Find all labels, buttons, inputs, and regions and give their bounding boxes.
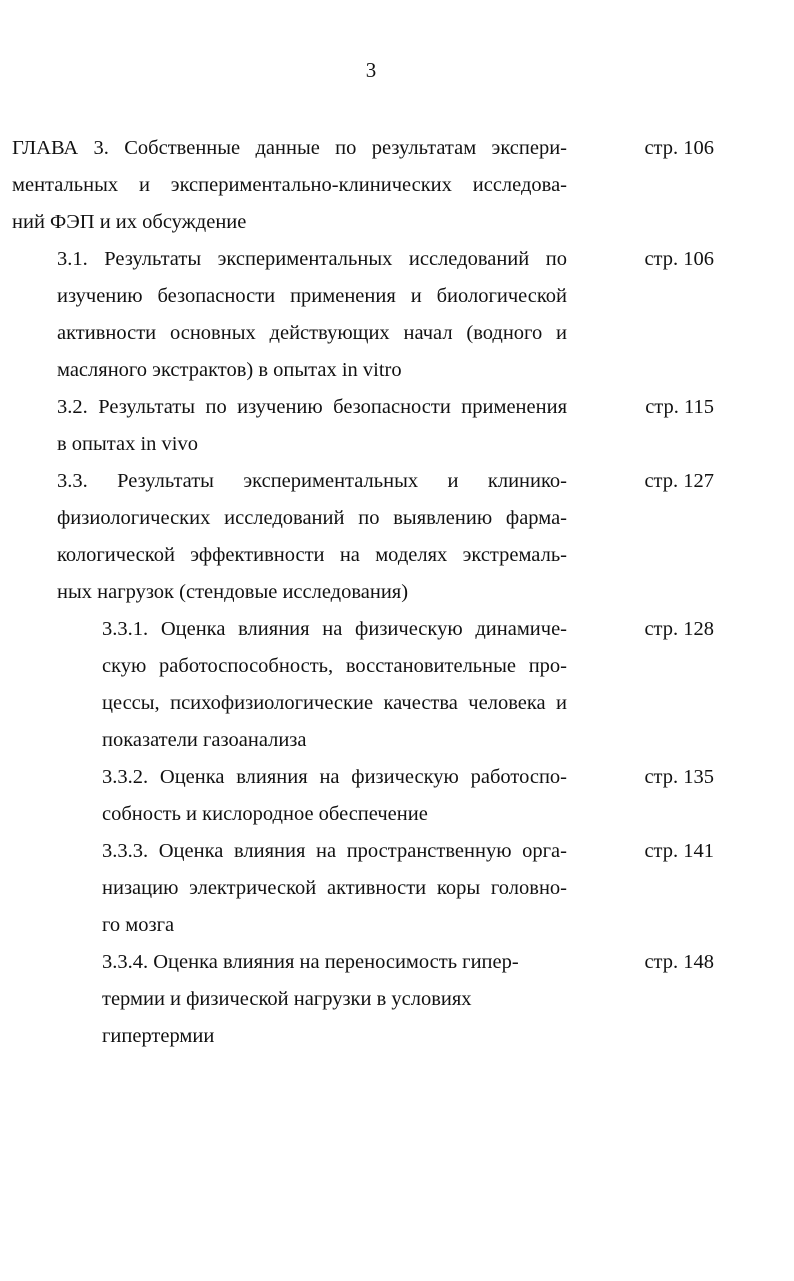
toc-line: ГЛАВА 3. Собственные данные по результатам экспери- [12,137,567,159]
toc-page-ref: стр. 106 [644,137,714,159]
toc-entry-3-1[interactable] [12,241,734,389]
toc-entry-3-3-4[interactable] [12,944,734,1055]
table-of-contents [12,130,734,1055]
toc-line: кологической эффективности на моделях экстремаль- [57,544,567,566]
toc-line: гипертермии [102,1025,215,1047]
toc-line: масляного экстрактов) в опытах in vitro [57,359,402,381]
toc-line: 3.3.3. Оценка влияния на пространственную орга- [102,840,567,862]
toc-line: 3.2. Результаты по изучению безопасности применения [57,396,567,418]
toc-page-ref: стр. 115 [645,396,714,418]
toc-entry-chapter-3[interactable] [12,130,734,241]
toc-page-ref: стр. 135 [644,766,714,788]
toc-page-ref: стр. 141 [644,840,714,862]
toc-page-ref: стр. 148 [644,951,714,973]
toc-entry-text [57,389,567,463]
toc-line: физиологических исследований по выявлению фарма- [57,507,567,529]
toc-line: изучению безопасности применения и биологической [57,285,567,307]
toc-line: ний ФЭП и их обсуждение [12,211,247,233]
toc-entry-text [102,944,567,1055]
toc-line: ных нагрузок (стендовые исследования) [57,581,409,603]
toc-line: собность и кислородное обеспечение [102,803,428,825]
toc-entry-text [102,759,567,833]
toc-entry-text [12,130,567,241]
toc-entry-3-3[interactable] [12,463,734,611]
toc-line: 3.1. Результаты экспериментальных исследований по [57,248,567,270]
toc-entry-3-3-3[interactable] [12,833,734,944]
toc-entry-text [102,833,567,944]
toc-entry-3-2[interactable] [12,389,734,463]
toc-entry-3-3-2[interactable] [12,759,734,833]
toc-line: термии и физической нагрузки в условиях [102,988,472,1010]
toc-line: цессы, психофизиологические качества человека и [102,692,567,714]
toc-entry-text [57,241,567,389]
toc-line: скую работоспособность, восстановительные про- [102,655,567,677]
page-number: 3 [365,58,377,82]
toc-line: 3.3.2. Оценка влияния на физическую работоспо- [102,766,567,788]
toc-entry-3-3-1[interactable] [12,611,734,759]
toc-line: ментальных и экспериментально-клинических исследова- [12,174,567,196]
toc-line: 3.3.1. Оценка влияния на физическую динамиче- [102,618,567,640]
toc-page-ref: стр. 106 [644,248,714,270]
toc-line: показатели газоанализа [102,729,307,751]
toc-line: 3.3. Результаты экспериментальных и клинико- [57,470,567,492]
toc-line: низацию электрической активности коры головно- [102,877,567,899]
toc-line: 3.3.4. Оценка влияния на переносимость гипер- [102,951,519,973]
toc-entry-text [57,463,567,611]
toc-line: активности основных действующих начал (водного и [57,322,567,344]
toc-line: го мозга [102,914,175,936]
toc-entry-text [102,611,567,759]
toc-page-ref: стр. 128 [644,618,714,640]
toc-line: в опытах in vivo [57,433,198,455]
toc-page-ref: стр. 127 [644,470,714,492]
